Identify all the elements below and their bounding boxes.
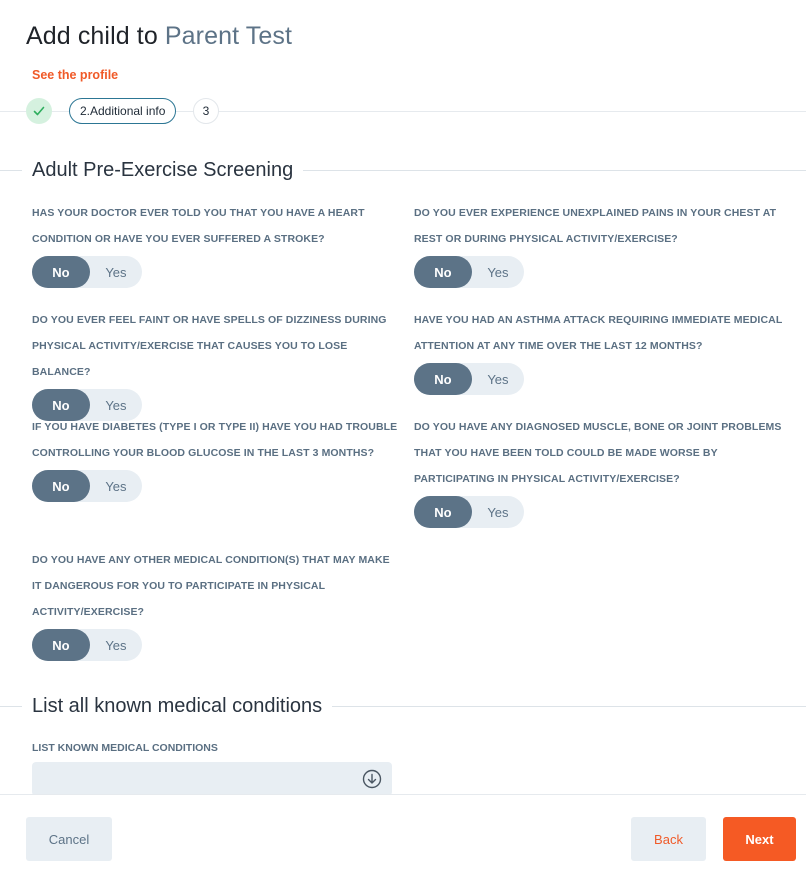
circle-arrow-down-icon[interactable] <box>362 769 382 789</box>
toggle-yes-option[interactable]: Yes <box>487 504 509 520</box>
question-muscle-joint <box>414 414 784 528</box>
yes-no-toggle[interactable] <box>32 629 142 661</box>
toggle-no-option[interactable]: No <box>32 389 90 421</box>
medical-conditions-select[interactable] <box>32 762 392 796</box>
toggle-no-option[interactable]: No <box>414 363 472 395</box>
yes-no-toggle[interactable] <box>414 496 524 528</box>
toggle-yes-option[interactable]: Yes <box>487 371 509 387</box>
parent-name: Parent Test <box>164 22 292 50</box>
question-asthma <box>414 307 784 395</box>
page-title-prefix: Add child to <box>26 22 158 50</box>
medical-section-title: List all known medical conditions <box>22 691 332 721</box>
yes-no-toggle[interactable] <box>32 256 142 288</box>
toggle-yes-option[interactable]: Yes <box>105 637 127 653</box>
question-dizziness <box>32 307 402 421</box>
yes-no-toggle[interactable] <box>414 256 524 288</box>
yes-no-toggle[interactable] <box>414 363 524 395</box>
see-profile-link[interactable]: See the profile <box>32 68 119 82</box>
cancel-button[interactable]: Cancel <box>26 817 112 861</box>
toggle-no-option[interactable]: No <box>414 496 472 528</box>
question-diabetes <box>32 414 402 502</box>
question-heart-condition <box>32 200 402 288</box>
medical-section-header <box>0 691 806 721</box>
toggle-no-option[interactable]: No <box>414 256 472 288</box>
question-other-condition <box>32 547 402 661</box>
question-label: HAVE YOU HAD AN ASTHMA ATTACK REQUIRING IMMEDIATE MEDICAL ATTENTION AT ANY TIME OVER THE LAST 12 MONTHS? <box>414 314 783 352</box>
yes-no-toggle[interactable] <box>32 470 142 502</box>
screening-section-header <box>0 155 806 185</box>
back-button[interactable]: Back <box>631 817 706 861</box>
question-label: DO YOU EVER FEEL FAINT OR HAVE SPELLS OF DIZZINESS DURING PHYSICAL ACTIVITY/EXERCISE THAT CAUSES YOU TO LOSE BALANCE? <box>32 314 387 378</box>
step-2-current[interactable]: 2.Additional info <box>69 98 176 124</box>
toggle-no-option[interactable]: No <box>32 256 90 288</box>
question-label: HAS YOUR DOCTOR EVER TOLD YOU THAT YOU HAVE A HEART CONDITION OR HAVE YOU EVER SUFFERED A STROKE? <box>32 207 365 245</box>
question-label: DO YOU HAVE ANY DIAGNOSED MUSCLE, BONE OR JOINT PROBLEMS THAT YOU HAVE BEEN TOLD COULD BE MADE WORSE BY PARTICIPATING IN PHYSICAL ACTIVITY/EXERCISE? <box>414 421 782 485</box>
page-title <box>26 22 292 51</box>
next-button[interactable]: Next <box>723 817 796 861</box>
toggle-no-option[interactable]: No <box>32 629 90 661</box>
toggle-no-option[interactable]: No <box>32 470 90 502</box>
footer-bar <box>0 794 806 881</box>
medical-conditions-label: LIST KNOWN MEDICAL CONDITIONS <box>32 742 218 754</box>
step-1-completed[interactable] <box>26 98 52 124</box>
question-label: DO YOU HAVE ANY OTHER MEDICAL CONDITION(S) THAT MAY MAKE IT DANGEROUS FOR YOU TO PARTICIPATE IN PHYSICAL ACTIVITY/EXERCISE? <box>32 554 390 618</box>
toggle-yes-option[interactable]: Yes <box>487 264 509 280</box>
check-icon <box>32 104 46 118</box>
question-chest-pain <box>414 200 784 288</box>
question-label: IF YOU HAVE DIABETES (TYPE I OR TYPE II) HAVE YOU HAD TROUBLE CONTROLLING YOUR BLOOD GLUCOSE IN THE LAST 3 MONTHS? <box>32 421 398 459</box>
question-label: DO YOU EVER EXPERIENCE UNEXPLAINED PAINS IN YOUR CHEST AT REST OR DURING PHYSICAL ACTIVITY/EXERCISE? <box>414 207 777 245</box>
step-3[interactable]: 3 <box>193 98 219 124</box>
screening-section-title: Adult Pre-Exercise Screening <box>22 155 303 185</box>
toggle-yes-option[interactable]: Yes <box>105 264 127 280</box>
toggle-yes-option[interactable]: Yes <box>105 397 127 413</box>
toggle-yes-option[interactable]: Yes <box>105 478 127 494</box>
